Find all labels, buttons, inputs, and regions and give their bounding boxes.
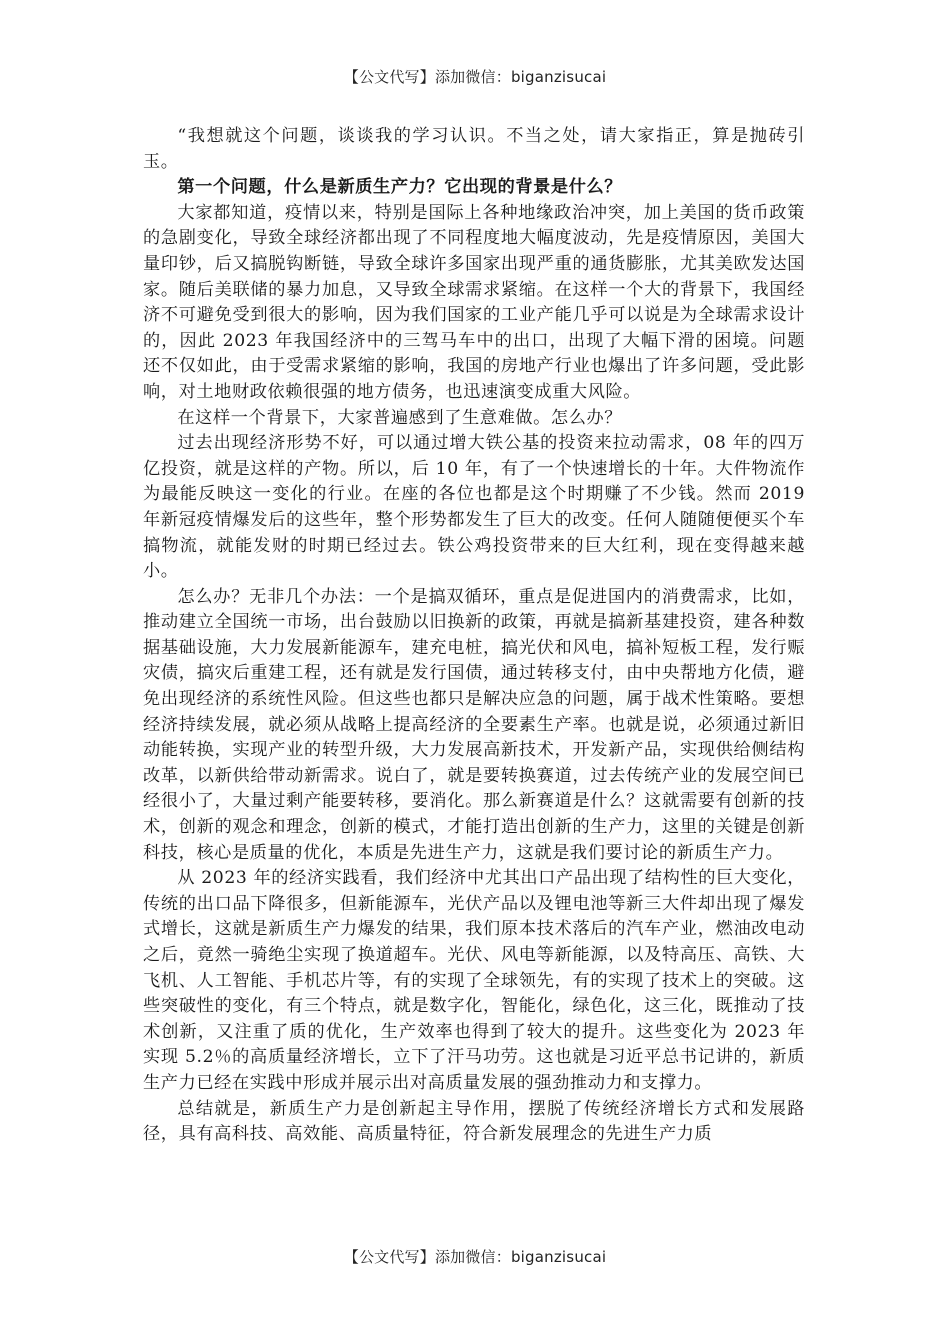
section-heading: 第一个问题，什么是新质生产力？它出现的背景是什么？	[177, 177, 623, 198]
page-header: 【公文代写】添加微信：biganzisucai	[343, 68, 607, 86]
paragraph-2023-practice: 从 2023 年的经济实践看，我们经济中尤其出口产品出现了结构性的巨大变化，传统的出口品下降很多，但新能源车，光伏产品以及锂电池等新三大件却出现了爆发式增长，这就是新质生产力爆发的结果，我们原本技术落后的汽车产业，燃油改电动之后，竟然一骑绝尘实现了换道超车。光伏、风电等新能源，以及特高压、高铁、大飞机、人工智能、手机芯片等，有的实现了全球领先，有的实现了技术上的突破。这些突破性的变化，有三个特点，就是数字化，智能化，绿色化，这三化，既推动了技术创新，又注重了质的优化，生产效率也得到了较大的提升。这些变化为 2023 年实现 5.2％的高质量经济增长，立下了汗马功劳。这也就是习近平总书记讲的，新质生产力已经在实践中形成并展示出对高质量发展的强劲推动力和支撑力。	[143, 868, 805, 1093]
paragraph-summary: 总结就是，新质生产力是创新起主导作用，摆脱了传统经济增长方式和发展路径，具有高科技、高效能、高质量特征，符合新发展理念的先进生产力质	[143, 1098, 805, 1145]
document-body	[143, 124, 805, 1148]
paragraph-past-investment: 过去出现经济形势不好，可以通过增大铁公基的投资来拉动需求，08 年的四万亿投资，就是这样的产物。所以，后 10 年，有了一个快速增长的十年。大件物流作为最能反映这一变化的行业。在座的各位也都是这个时期赚了不少钱。然而 2019 年新冠疫情爆发后的这些年，整个形势都发生了巨大的改变。任何人随随便便买个车搞物流，就能发财的时期已经过去。铁公鸡投资带来的巨大红利，现在变得越来越小。	[143, 433, 805, 582]
paragraph-question: 在这样一个背景下，大家普遍感到了生意难做。怎么办？	[177, 407, 623, 428]
paragraph-background: 大家都知道，疫情以来，特别是国际上各种地缘政治冲突，加上美国的货币政策的急剧变化，导致全球经济都出现了不同程度地大幅度波动，先是疫情原因，美国大量印钞，后又搞脱钩断链，导致全球许多国家出现严重的通货膨胀，尤其美欧发达国家。随后美联储的暴力加息，又导致全球需求紧缩。在这样一个大的背景下，我国经济不可避免受到很大的影响，因为我们国家的工业产能几乎可以说是为全球需求设计的，因此 2023 年我国经济中的三驾马车中的出口，出现了大幅下滑的困境。问题还不仅如此，由于受需求紧缩的影响，我国的房地产行业也爆出了许多问题，受此影响，对土地财政依赖很强的地方债务，也迅速演变成重大风险。	[143, 202, 805, 402]
paragraph-intro: “我想就这个问题，谈谈我的学习认识。不当之处，请大家指正，算是抛砖引玉。	[143, 126, 805, 172]
page-footer: 【公文代写】添加微信：biganzisucai	[343, 1248, 607, 1266]
paragraph-solutions: 怎么办？无非几个办法：一个是搞双循环，重点是促进国内的消费需求，比如，推动建立全国统一市场，出台鼓励以旧换新的政策，再就是搞新基建投资，建各种数据基础设施，大力发展新能源车，建充电桩，搞光伏和风电，搞补短板工程，发行赈灾债，搞灾后重建工程，还有就是发行国债，通过转移支付，由中央帮地方化债，避免出现经济的系统性风险。但这些也都只是解决应急的问题，属于战术性策略。要想经济持续发展，就必须从战略上提高经济的全要素生产率。也就是说，必须通过新旧动能转换，实现产业的转型升级，大力发展高新技术，开发新产品，实现供给侧结构改革，以新供给带动新需求。说白了，就是要转换赛道，过去传统产业的发展空间已经很小了，大量过剩产能要转移，要消化。那么新赛道是什么？这就需要有创新的技术，创新的观念和理念，创新的模式，才能打造出创新的生产力，这里的关键是创新科技，核心是质量的优化，本质是先进生产力，这就是我们要讨论的新质生产力。	[143, 586, 805, 863]
